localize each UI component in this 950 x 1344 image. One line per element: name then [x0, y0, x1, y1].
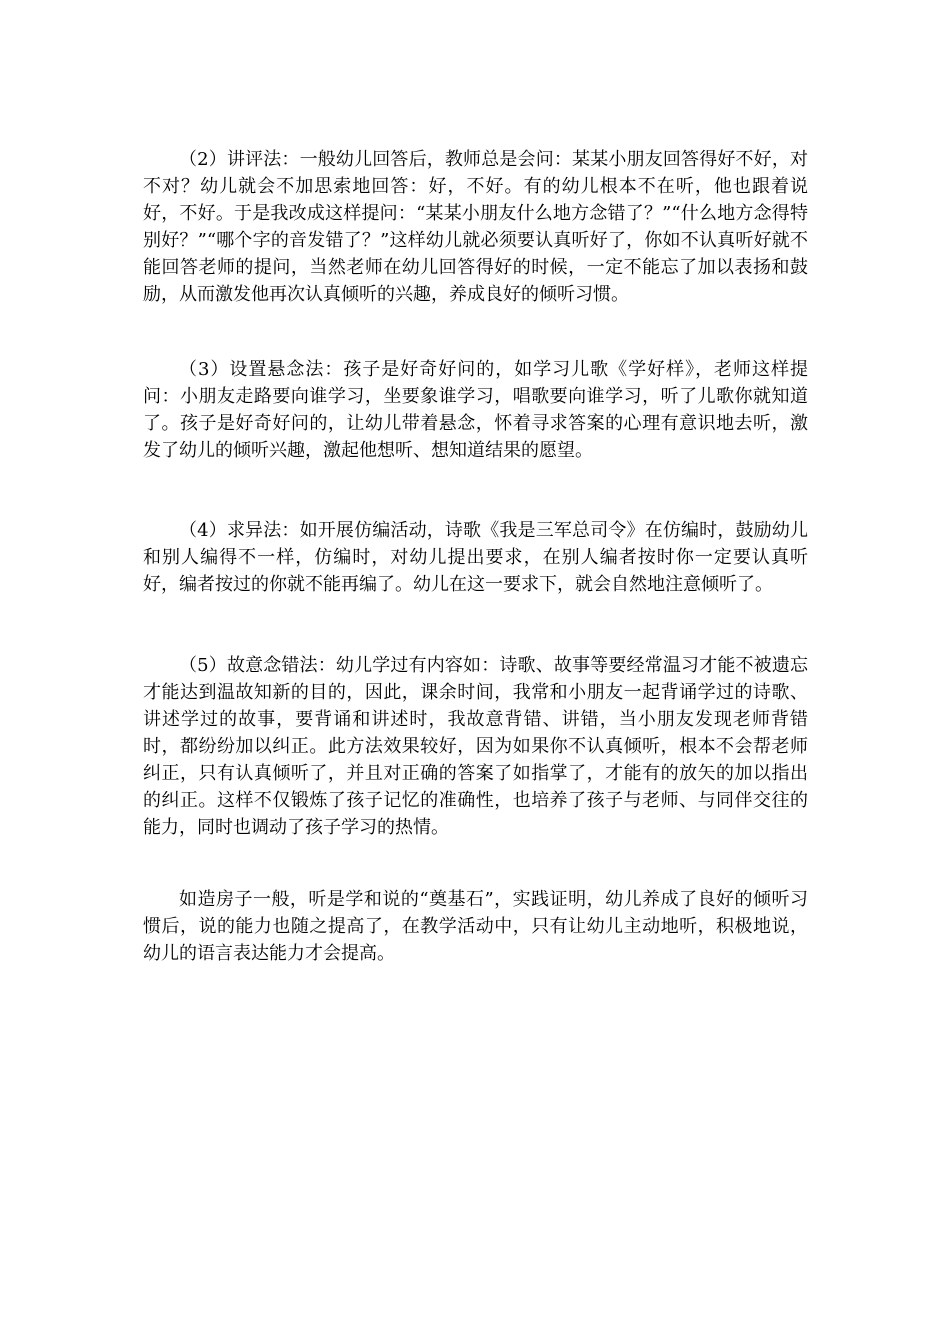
paragraph-difference-method: （4）求异法：如开展仿编活动，诗歌《我是三军总司令》在仿编时，鼓励幼儿和别人编得不一样，仿编时，对幼儿提出要求，在别人编者按时你一定要认真听好，编者按过的你就不能再编了。幼儿在这一要求下，就会自然地注意倾听了。 — [143, 520, 808, 595]
paragraph-critique-method: （2）讲评法：一般幼儿回答后，教师总是会问：某某小朋友回答得好不好，对不对？幼儿就会不加思索地回答：好，不好。有的幼儿根本不在听，他也跟着说好，不好。于是我改成这样提问：“某某小朋友什么地方念错了？”“什么地方念得特别好？”“哪个字的音发错了？”这样幼儿就必须要认真听好了，你如不认真听好就不能回答老师的提问，当然老师在幼儿回答得好的时候，一定不能忘了加以表扬和鼓励，从而激发他再次认真倾听的兴趣，养成良好的倾听习惯。 — [143, 149, 808, 305]
paragraph-deliberate-mistake-method: （5）故意念错法：幼儿学过有内容如：诗歌、故事等要经常温习才能不被遗忘才能达到温故知新的目的，因此，课余时间，我常和小朋友一起背诵学过的诗歌、讲述学过的故事，要背诵和讲述时，我故意背错、讲错，当小朋友发现老师背错时，都纷纷加以纠正。此方法效果较好，因为如果你不认真倾听，根本不会帮老师纠正，只有认真倾听了，并且对正确的答案了如指掌了，才能有的放矢的加以指出的纠正。这样不仅锻炼了孩子记忆的准确性，也培养了孩子与老师、与同伴交往的能力，同时也调动了孩子学习的热情。 — [143, 655, 808, 838]
paragraph-suspense-method: （3）设置悬念法：孩子是好奇好问的，如学习儿歌《学好样》，老师这样提问：小朋友走路要向谁学习，坐要象谁学习，唱歌要向谁学习，听了儿歌你就知道了。孩子是好奇好问的，让幼儿带着悬念，怀着寻求答案的心理有意识地去听，激发了幼儿的倾听兴趣，激起他想听、想知道结果的愿望。 — [143, 359, 808, 461]
paragraph-conclusion: 如造房子一般，听是学和说的“奠基石”，实践证明，幼儿养成了良好的倾听习惯后，说的能力也随之提高了，在教学活动中，只有让幼儿主动地听，积极地说，幼儿的语言表达能力才会提高。 — [143, 889, 808, 964]
